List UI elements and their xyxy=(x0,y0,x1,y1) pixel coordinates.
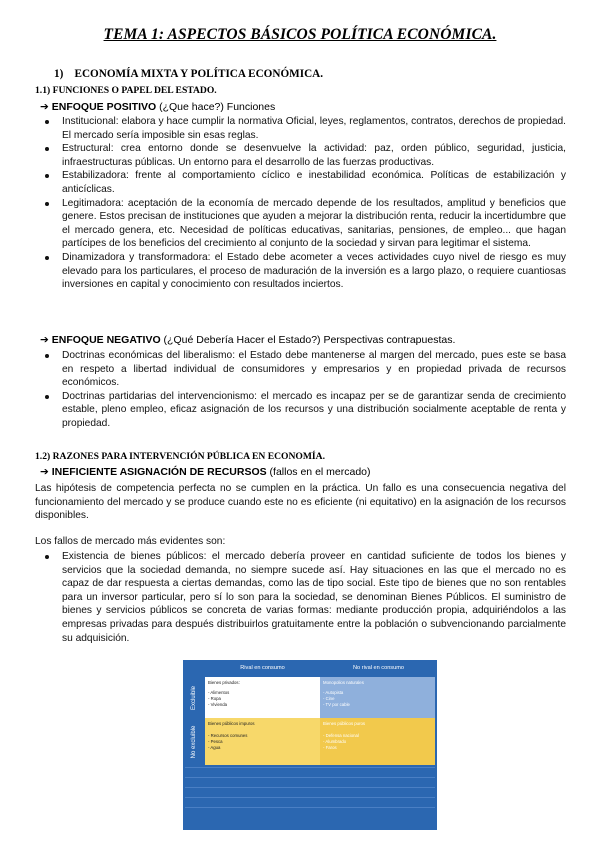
arrow-icon: ➔ xyxy=(40,466,49,478)
table-row-header-excluible: Excluible xyxy=(183,677,205,718)
enfoque-positivo-desc: (¿Que hace?) Funciones xyxy=(156,101,276,113)
bullet-icon xyxy=(45,147,49,151)
table-footnote-line xyxy=(185,787,435,797)
subsection-heading-1-2: 1.2) RAZONES PARA INTERVENCIÓN PÚBLICA EN ECONOMÍA. xyxy=(35,451,325,462)
list-item: Doctrinas partidarias del intervencionismo: el mercado es incapaz per se de garantizar senda de crecimiento estable, pleno empleo, eficaz asignación de los recursos y una distribución socialmente aceptable de renta y propiedad. xyxy=(0,390,600,431)
paragraph-fallos-intro: Los fallos de mercado más evidentes son: xyxy=(35,536,226,547)
list-item: Estabilizadora: frente al comportamiento cíclico e inestabilidad económica. Políticas de estabilización y anticíclicas. xyxy=(0,169,600,196)
list-item: Existencia de bienes públicos: el mercado debería proveer en cantidad suficiente de todos los bienes y servicios que la sociedad demanda, no siempre sucede así. Hay situaciones en las que el mercado no es capaz de dar respuesta a ciertas demandas, como las de tipo social. Este tipo de bienes que no son rentables para un inversor particular, pero sí lo son para la sociedad, se denominan Bienes Públicos. El suministro de bienes y servicios públicos se concreta de varias formas: mediante producción propia, adquiriéndolos a las empresas privadas para después distribuirlos gratuitamente entre la población o subvencionando parcialmente su adquisición. xyxy=(0,550,600,645)
subsection-heading-1-1: 1.1) FUNCIONES O PAPEL DEL ESTADO. xyxy=(35,85,217,96)
enfoque-negativo-heading xyxy=(40,334,455,346)
enfoque-negativo-label: ENFOQUE NEGATIVO xyxy=(51,334,161,346)
table-footnote-line xyxy=(185,797,435,807)
table-cell-bienes-privados: Bienes privados: - Alimentos - Ropa - Vivienda xyxy=(205,677,320,718)
bullet-icon xyxy=(45,555,49,559)
table-cell-publicos-puros: Bienes públicos puros - Defensa nacional - Alumbrado - Faros xyxy=(320,718,435,765)
enfoque-positivo-heading xyxy=(40,101,275,113)
page-title: TEMA 1: ASPECTOS BÁSICOS POLÍTICA ECONÓMICA. xyxy=(103,26,497,43)
paragraph-fallo-definition: Las hipótesis de competencia perfecta no se cumplen en la práctica. Un fallo es una consecuencia negativa del funcionamiento del mercado y se produce cuando este no es eficiente (ni equitativo) en la asignación de los recursos disponibles. xyxy=(35,483,566,522)
ineficiente-heading xyxy=(40,466,371,478)
list-item: Legitimadora: aceptación de la economía de mercado depende de los resultados, amplitud y beneficios que genere. Estos precisan de instituciones que ayuden a mejorar la distribución renta, reducir la incertidumbre que el mercado genera, etc. Necesidad de políticas educativas, sanitarias, pensiones, de empleo... que hagan partícipes de los beneficios del crecimiento al conjunto de la sociedad y sirvan para legitimar el sistema. xyxy=(0,197,600,251)
arrow-icon: ➔ xyxy=(40,101,49,113)
bullet-icon xyxy=(45,174,49,178)
goods-classification-table xyxy=(183,660,437,830)
table-col-header-rival: Rival en consumo xyxy=(240,665,285,671)
list-item: Institucional: elabora y hace cumplir la normativa Oficial, leyes, reglamentos, contratos, derechos de propiedad. El mercado sería imposible sin esas reglas. xyxy=(0,115,600,142)
ineficiente-desc: (fallos en el mercado) xyxy=(266,466,371,478)
table-row-header-no-excluible: No excluible xyxy=(183,718,205,765)
arrow-icon: ➔ xyxy=(40,334,49,346)
bullet-icon xyxy=(45,256,49,260)
list-item: Doctrinas económicas del liberalismo: el Estado debe mantenerse al margen del mercado, pues este se basa en respeto a libertad individual de consumidores y empresarios y en propiedad privada de recursos económicos. xyxy=(0,349,600,390)
fallos-list xyxy=(0,550,600,645)
bullet-icon xyxy=(45,354,49,358)
negativo-list xyxy=(0,349,600,431)
table-cell-monopolios: Monopolios naturales - Autopista - Cine - TV por cable xyxy=(320,677,435,718)
section-heading-1 xyxy=(54,68,323,80)
list-item: Dinamizadora y transformadora: el Estado debe acometer a veces actividades cuyo nivel de riesgo es muy elevado para los particulares, el proceso de maduración de la inversión es a largo plazo, o requiere cuantiosas inversiones en capital y conocimiento con resultados inciertos. xyxy=(0,251,600,292)
bullet-icon xyxy=(45,395,49,399)
bullet-icon xyxy=(45,120,49,124)
table-col-header-no-rival: No rival en consumo xyxy=(353,665,404,671)
positivo-list xyxy=(0,115,600,292)
table-cell-publicos-impuros: Bienes públicos impuros - Recursos comunes - Pesca - Agua xyxy=(205,718,320,765)
table-footnote-line xyxy=(185,767,435,777)
section-label: ECONOMÍA MIXTA Y POLÍTICA ECONÓMICA. xyxy=(74,68,324,80)
table-footnote-line xyxy=(185,777,435,787)
section-number: 1) xyxy=(54,68,64,80)
table-footnote-line xyxy=(185,807,435,827)
list-item: Estructural: crea entorno donde se desenvuelve la actividad: paz, orden público, seguridad, justicia, infraestructuras públicas. Un entorno para el desarrollo de las fuerzas productivas. xyxy=(0,142,600,169)
ineficiente-label: INEFICIENTE ASIGNACIÓN DE RECURSOS xyxy=(51,466,267,478)
enfoque-negativo-desc: (¿Qué Debería Hacer el Estado?) Perspectivas contrapuestas. xyxy=(160,334,456,346)
bullet-icon xyxy=(45,202,49,206)
enfoque-positivo-label: ENFOQUE POSITIVO xyxy=(51,101,157,113)
